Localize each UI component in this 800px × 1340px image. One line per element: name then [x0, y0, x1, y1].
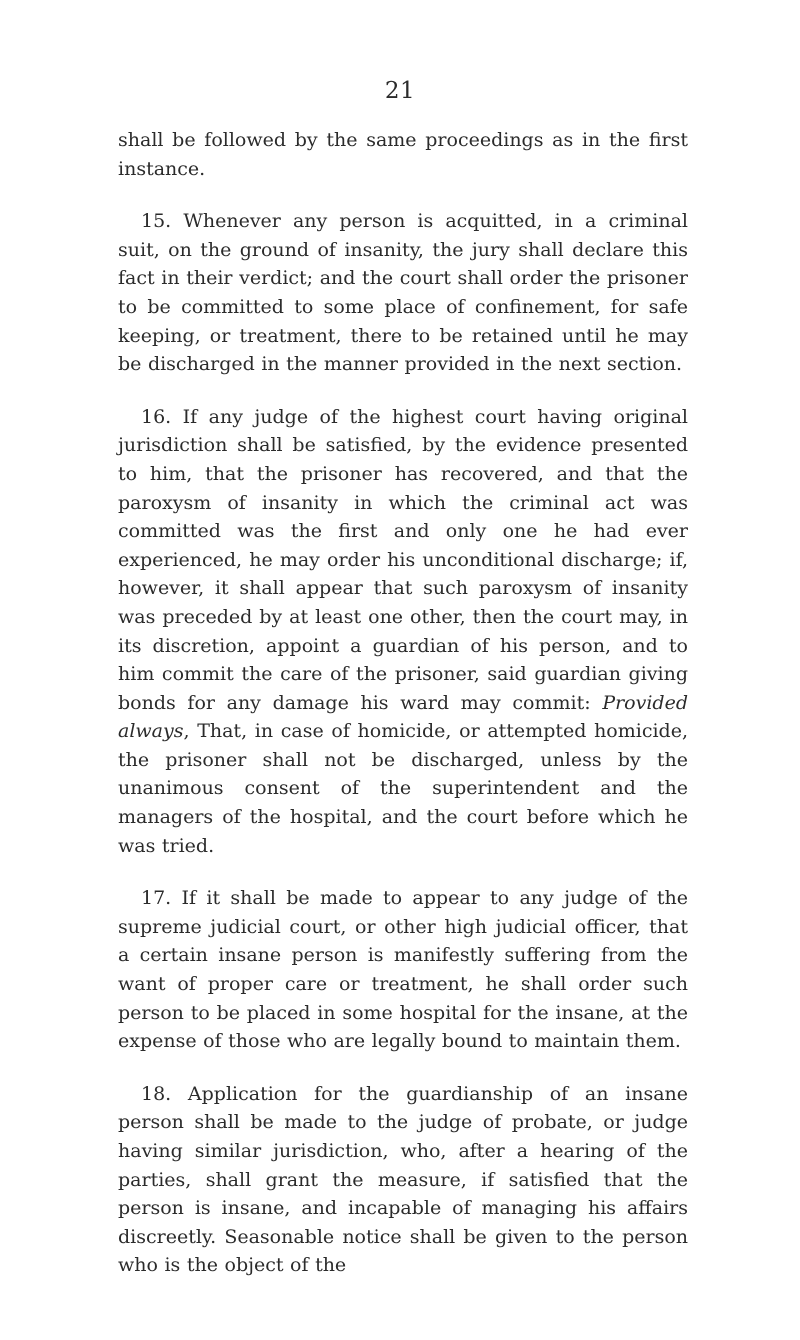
- section-16-text-after: , That, in case of homicide, or attempted homicide, the prisoner shall not be discharged, unless by the unanimous consent of the superintendent and the managers of the hospital, and the court before which he was tried.: [118, 720, 688, 857]
- section-16-text-before: 16. If any judge of the highest court having original jurisdiction shall be satisfied, by the evidence presented to him, that the prisoner has recovered, and that the paroxysm of insanity in which the criminal act was committed was the first and only one he had ever experienced, he may order his unconditional discharge; if, however, it shall appear that such paroxysm of insanity was preceded by at least one other, then the court may, in its discretion, appoint a guardian of his person, and to him commit the care of the prisoner, said guardian giving bonds for any damage his ward may commit:: [118, 405, 688, 714]
- paragraph-continuation: shall be followed by the same proceedings as in the first instance.: [118, 129, 688, 180]
- section-16-italic-proviso: Provided always: [118, 691, 688, 743]
- paragraph-section-16: [118, 403, 688, 861]
- page-number: 21: [384, 78, 416, 104]
- paragraph-section-17: 17. If it shall be made to appear to any judge of the supreme judicial court, or other high judicial officer, that a certain insane person is manifestly suffering from the want of proper care or treatment, he shall order such person to be placed in some hospital for the insane, at the expense of those who are legally bound to maintain them.: [118, 887, 688, 1053]
- body-text: [118, 126, 688, 1304]
- paragraph-section-18: 18. Application for the guardianship of an insane person shall be made to the judge of probate, or judge having similar jurisdiction, who, after a hearing of the parties, shall grant the measure, if satisfied that the person is insane, and incapable of managing his affairs discreetly. Seasonable notice shall be given to the person who is the object of the: [118, 1082, 688, 1277]
- paragraph-section-15: 15. Whenever any person is acquitted, in a criminal suit, on the ground of insanity, the jury shall declare this fact in their verdict; and the court shall order the prisoner to be committed to some place of confinement, for safe keeping, or treatment, there to be retained until he may be discharged in the manner provided in the next section.: [118, 210, 688, 376]
